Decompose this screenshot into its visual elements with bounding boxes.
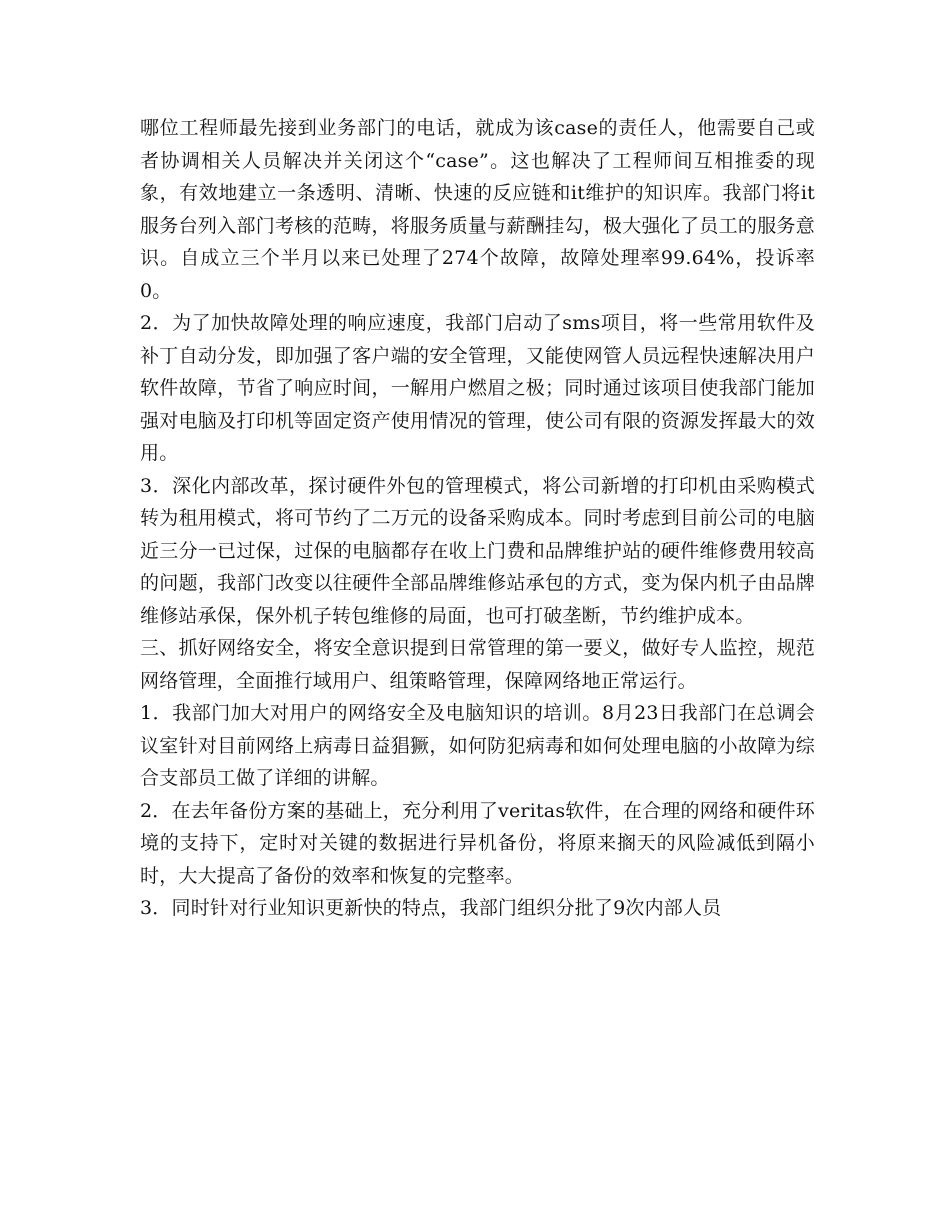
paragraph-sms-project: 2．为了加快故障处理的响应速度，我部门启动了sms项目，将一些常用软件及补丁自动分发，即加强了客户端的安全管理，又能使网管人员远程快速解决用户软件故障，节省了响应时间，一解用户燃眉之极；同时通过该项目使我部门能加强对电脑及打印机等固定资产使用情况的管理，使公司有限的资源发挥最大的效用。	[140, 312, 815, 464]
paragraph-security-training: 1．我部门加大对用户的网络安全及电脑知识的培训。8月23日我部门在总调会议室针对目前网络上病毒日益猖獗，如何防犯病毒和如何处理电脑的小故障为综合支部员工做了详细的讲解。	[140, 702, 815, 789]
document-body	[140, 112, 815, 925]
paragraph-backup-plan: 2．在去年备份方案的基础上，充分利用了veritas软件，在合理的网络和硬件环境的支持下，定时对关键的数据进行异机备份，将原来搁天的风险减低到隔小时，大大提高了备份的效率和恢复的完整率。	[140, 799, 815, 887]
paragraph-hardware-outsourcing: 3．深化内部改革，探讨硬件外包的管理模式，将公司新增的打印机由采购模式转为租用模式，将可节约了二万元的设备采购成本。同时考虑到目前公司的电脑近三分一已过保，过保的电脑都存在收上门费和品牌维护站的硬件维修费用较高的问题，我部门改变以往硬件全部品牌维修站承包的方式，变为保内机子由品牌维修站承保，保外机子转包维修的局面，也可打破垄断，节约维护成本。	[140, 474, 815, 627]
paragraph-network-security-heading: 三、抓好网络安全，将安全意识提到日常管理的第一要义，做好专人监控，规范网络管理，全面推行域用户、组策略管理，保障网络地正常运行。	[140, 637, 815, 692]
paragraph-internal-training: 3．同时针对行业知识更新快的特点，我部门组织分批了9次内部人员	[140, 897, 722, 919]
paragraph-it-service-desk: 哪位工程师最先接到业务部门的电话，就成为该case的责任人，他需要自己或者协调相关人员解决并关闭这个“case”。这也解决了工程师间互相推委的现象，有效地建立一条透明、清晰、快速的反应链和it维护的知识库。我部门将it服务台列入部门考核的范畴，将服务质量与薪酬挂勾，极大强化了员工的服务意识。自成立三个半月以来已处理了274个故障，故障处理率99.64%，投诉率0。	[140, 117, 815, 302]
